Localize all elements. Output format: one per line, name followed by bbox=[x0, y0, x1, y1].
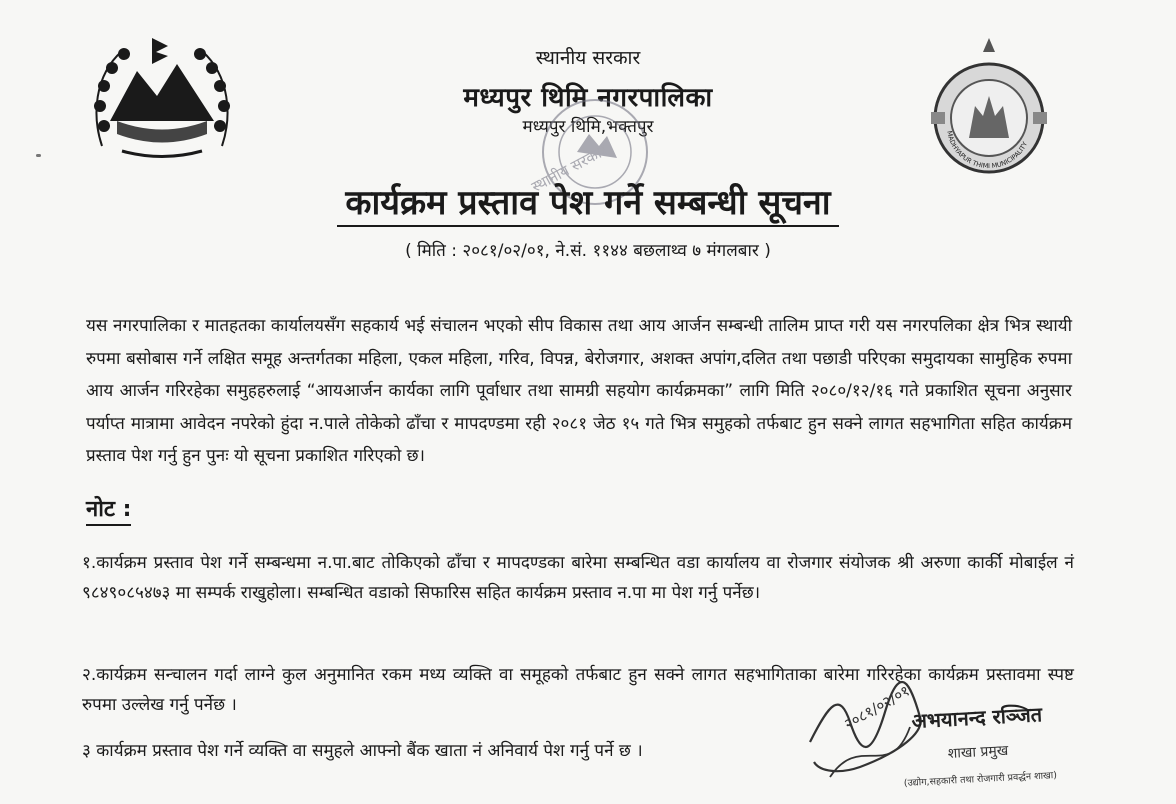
stamp-text: स्थानीय सरकार bbox=[528, 141, 610, 196]
municipality-address: मध्यपुर थिमि,भक्तपुर bbox=[522, 117, 654, 137]
note-item-1: १.कार्यक्रम प्रस्ताव पेश गर्ने सम्बन्धमा न.पा.बाट तोकिएको ढाँचा र मापदण्डका बारेमा सम्बन्धित वडा कार्यालय वा रोजगार संयोजक श्री अरुणा कार्की मोबाईल नं ९८४९०८५४७३ मा सम्पर्क राखुहोला। सम्बन्धित वडाको सिफारिस सहित कार्यक्रम प्रस्ताव न.पा मा पेश गर्नु पर्नेछ। bbox=[82, 553, 1074, 603]
notice-date: ( मिति : २०८१/०२/०१, ने.सं. ११४४ बछलाथ्व ७ मंगलबार ) bbox=[405, 241, 771, 261]
notice-title-text: कार्यक्रम प्रस्ताव पेश गर्ने सम्बन्धी सूचना bbox=[337, 183, 838, 227]
notice-title bbox=[0, 178, 1176, 224]
notes-heading: नोट : bbox=[86, 496, 131, 526]
signature-name: अभयानन्द रञ्जित bbox=[911, 702, 1043, 733]
municipality-name: मध्यपुर थिमि नगरपालिका bbox=[463, 83, 713, 113]
note-item-3: ३ कार्यक्रम प्रस्ताव पेश गर्ने व्यक्ति वा समुहले आफ्नो बैंक खाता नं अनिवार्य पेश गर्नु पर्ने छ । bbox=[82, 741, 643, 761]
notice-body: यस नगरपालिका र मातहतका कार्यालयसँग सहकार्य भई संचालन भएको सीप विकास तथा आय आर्जन सम्बन्धी तालिम प्राप्त गरी यस नगरपलिका क्षेत्र भित्र स्थायी रुपमा बसोबास गर्ने लक्षित समूह अन्तर्गतका महिला, एकल महिला, गरिव, विपन्न, बेरोजगार, अशक्त अपांग,दलित तथा पछाडी परिएका समुदायका सामुहिक रुपमा आय आर्जन गरिरहेका समुहहरुलाई “आयआर्जन कार्यका लागि पूर्वाधार तथा सामग्री सहयोग कार्यक्रमका” लागि मिति २०८०/१२/१६ गते प्रकाशित सूचना अनुसार पर्याप्त मात्रामा आवेदन नपरेको हुंदा न.पाले तोकेको ढाँचा र मापदण्डमा रही २०८१ जेठ १५ गते भित्र समुहको तर्फबाट हुन सक्ने लागत सहभागिता सहित कार्यक्रम प्रस्ताव पेश गर्नु हुन पुनः यो सूचना प्रकाशित गरिएको छ। bbox=[86, 316, 1072, 466]
signature-office: (उद्योग,सहकारी तथा रोजगारी प्रवर्द्धन शाखा) bbox=[903, 769, 1058, 789]
logo-ring-text: MADHYAPUR THIMI MUNICIPALITY bbox=[945, 130, 1030, 171]
signature-block bbox=[800, 672, 1080, 797]
note-item-2: २.कार्यक्रम सन्चालन गर्दा लाग्ने कुल अनुमानित रकम मध्य व्यक्ति वा समूहको तर्फबाट हुन सक्ने लागत सहभागिताका बारेमा गरिरहेका कार्यक्रम प्रस्तावमा स्पष्ट रुपमा उल्लेख गर्नु पर्नेछ । bbox=[82, 665, 1074, 715]
header-line-1: स्थानीय सरकार bbox=[535, 47, 641, 69]
signature-date: २०८१/०२/०१ bbox=[841, 681, 913, 734]
scan-speck bbox=[36, 154, 41, 157]
signature-role: शाखा प्रमुख bbox=[947, 742, 1009, 762]
